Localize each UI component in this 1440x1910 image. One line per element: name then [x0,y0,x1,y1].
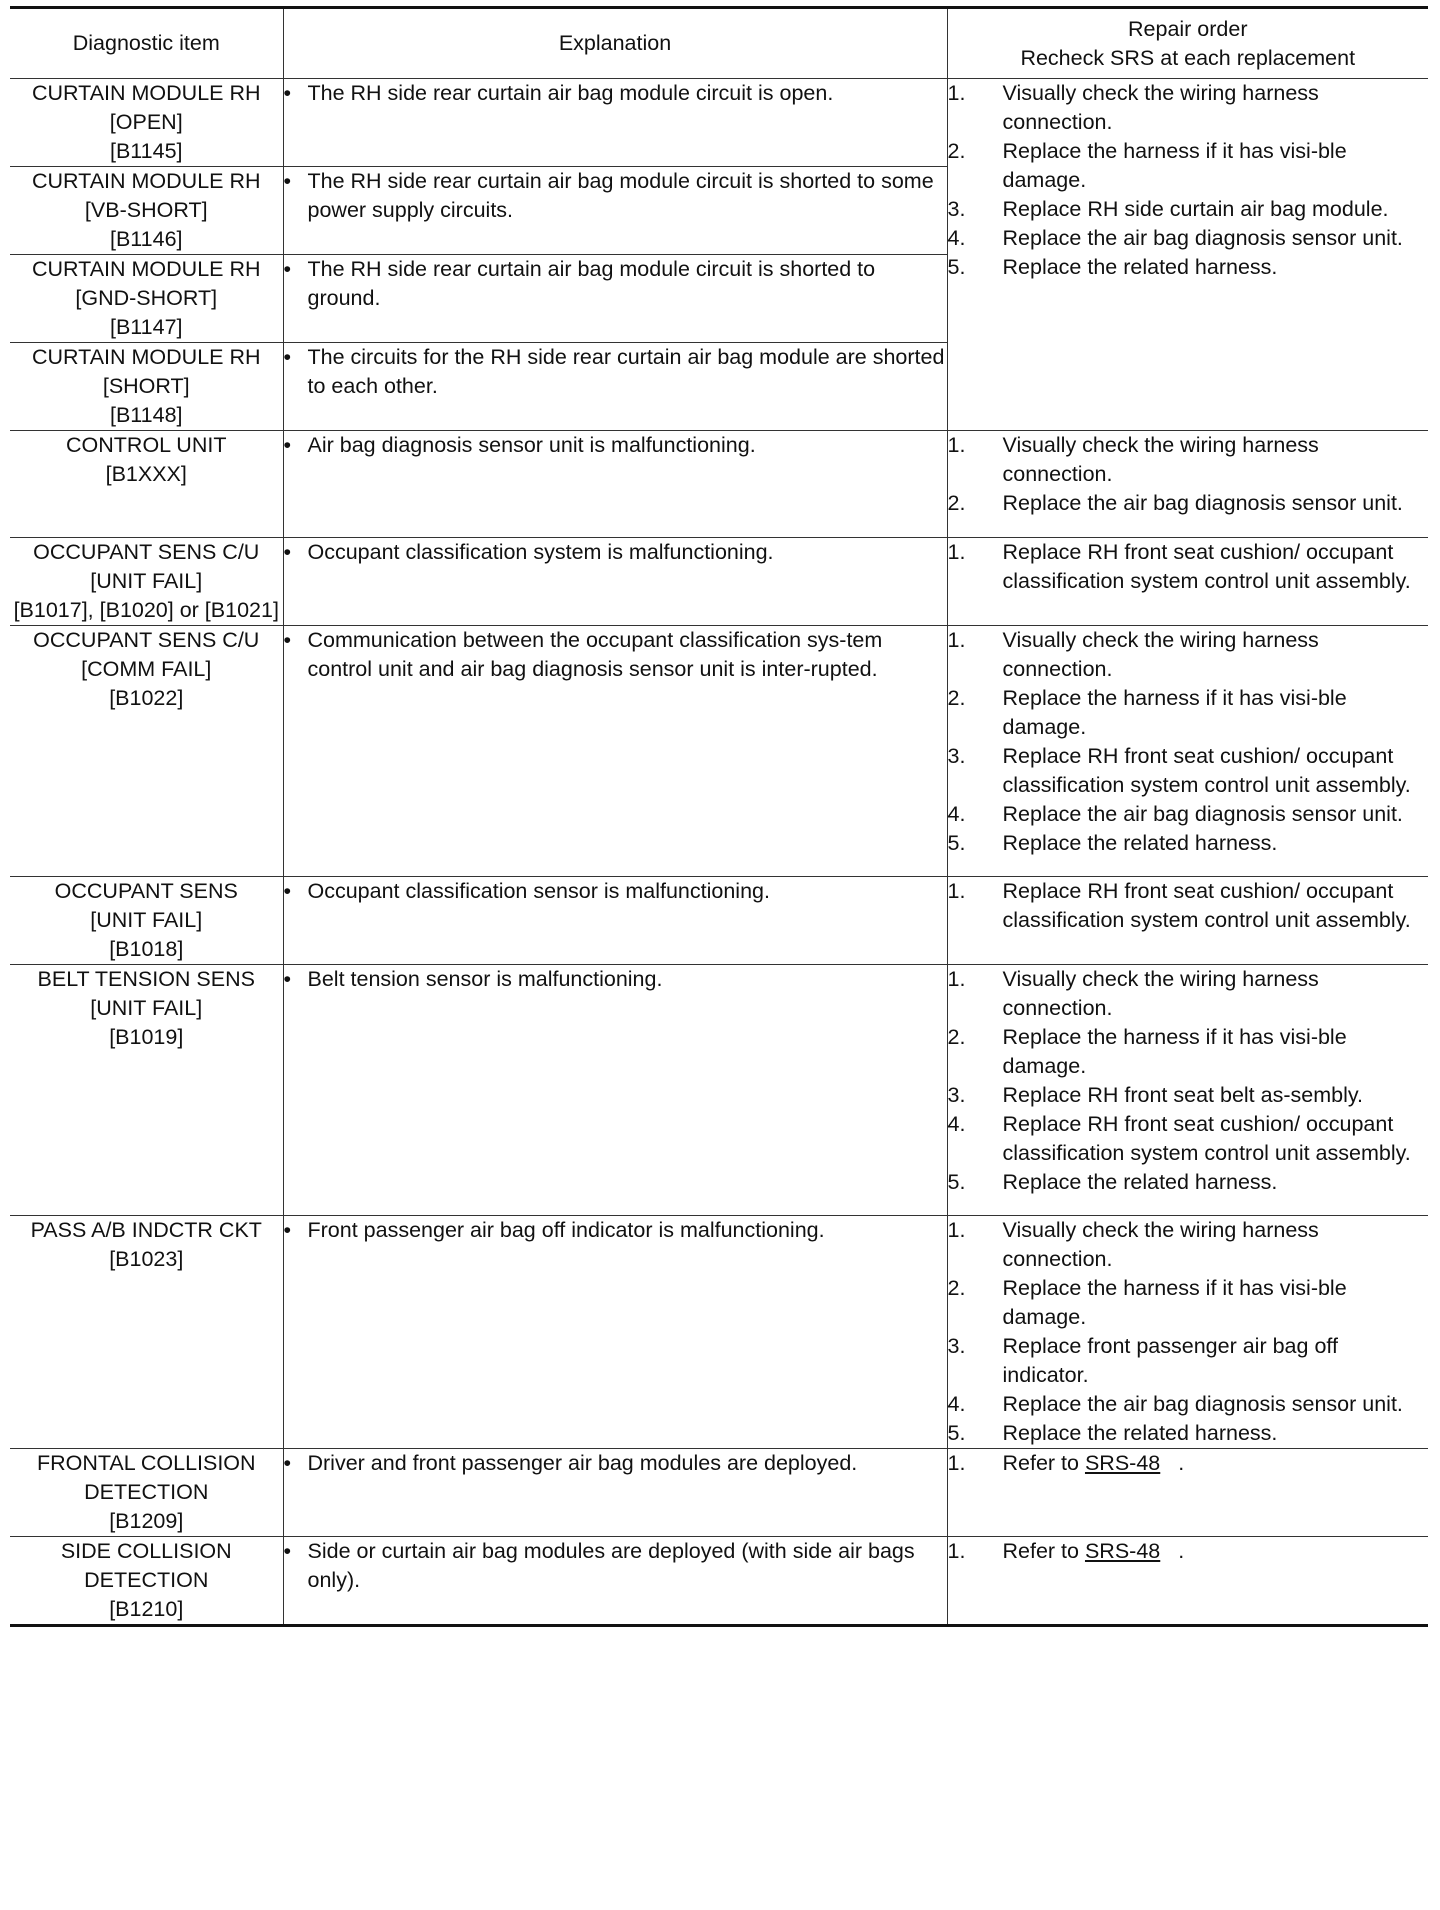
repair-order-cell [947,877,1428,965]
repair-step-text-wrap [1003,1537,1429,1566]
bullet-icon: • [283,879,292,903]
repair-step-number: 3. [947,744,966,768]
repair-step-text-wrap [1003,742,1429,800]
repair-step-text: Replace the harness if it has visi-ble damage. [1002,1025,1347,1078]
diagnostic-item-line: [B1018] [109,937,184,961]
diagnostic-item-line: OCCUPANT SENS C/U [33,540,260,564]
explanation-cell [283,965,947,1216]
repair-step-text: Replace RH front seat cushion/ occupant classification system control unit assembly. [1002,879,1411,932]
repair-step-number: 2. [947,686,966,710]
repair-step-text: Replace the air bag diagnosis sensor unit. [1002,802,1403,826]
diagnostic-item-line: CURTAIN MODULE RH [31,169,261,193]
diagnostic-item-line: DETECTION [84,1480,209,1504]
repair-step-number: 5. [947,1170,966,1194]
repair-step-text-wrap [1003,79,1429,137]
diagnostic-item-line: [SHORT] [102,374,190,398]
diagnostic-item-cell [10,1449,283,1537]
explanation-text: The RH side rear curtain air bag module circuit is shorted to some power supply circuits. [307,169,934,222]
diagnostic-item-line: BELT TENSION SENS [37,967,255,991]
repair-step [948,1537,1429,1566]
header-diagnostic-item: Diagnostic item [10,8,283,79]
repair-order-cell [947,1449,1428,1537]
explanation-text: The RH side rear curtain air bag module circuit is shorted to ground. [307,257,876,310]
repair-step [948,538,1429,596]
repair-step [948,684,1429,742]
bullet-icon: • [283,433,292,457]
diagnostic-item-line: [UNIT FAIL] [90,908,203,932]
repair-step [948,1110,1429,1168]
repair-step-text: Replace the air bag diagnosis sensor unit. [1002,226,1403,250]
diagnostic-item-line: [B1XXX] [105,462,187,486]
repair-step-number: 4. [947,226,966,250]
diagnostic-item-line: [B1145] [109,139,183,163]
explanation-cell [283,877,947,965]
explanation-cell [283,538,947,626]
diagnostic-item-cell [10,538,283,626]
bullet-icon: • [283,169,292,193]
bullet-icon: • [283,1451,292,1475]
explanation-cell [283,343,947,431]
repair-step-text: Replace the related harness. [1002,831,1278,855]
repair-step-number: 3. [947,197,966,221]
repair-step-text: Replace RH front seat cushion/ occupant classification system control unit assembly. [1002,540,1411,593]
repair-step-text: Replace the related harness. [1002,1421,1278,1445]
repair-step-text: Replace the related harness. [1002,1170,1278,1194]
repair-step-text: Replace the related harness. [1002,255,1278,279]
srs-reference-link[interactable]: SRS-48 [1084,1539,1161,1563]
explanation-bullet [284,877,947,906]
repair-order-cell [947,626,1428,877]
diagnostic-item-cell [10,167,283,255]
repair-step-text: Refer to [1002,1451,1079,1475]
repair-step-text-wrap [1003,1390,1429,1419]
repair-step-number: 5. [947,1421,966,1445]
repair-step-text-wrap [1003,1419,1429,1448]
repair-step-number: 2. [947,139,966,163]
diagnostic-item-line: CURTAIN MODULE RH [31,345,261,369]
diagnostic-item-line: CONTROL UNIT [66,433,227,457]
repair-step [948,965,1429,1023]
repair-step-text-wrap [1003,1216,1429,1274]
explanation-bullet [284,1537,947,1595]
diagnostic-item-line: PASS A/B INDCTR CKT [30,1218,262,1242]
explanation-cell [283,167,947,255]
diagnostic-item-cell [10,626,283,877]
repair-step-text: Visually check the wiring harness connection. [1002,967,1319,1020]
explanation-bullet [284,167,947,225]
diagnostic-item-line: SIDE COLLISION [60,1539,232,1563]
diagnostic-table [10,6,1428,1627]
explanation-text: Communication between the occupant classification sys-tem control unit and air bag diagnosis sensor unit is inter-rupted. [307,628,883,681]
diagnostic-item-line: [B1210] [109,1597,184,1621]
diagnostic-item-line: [VB-SHORT] [84,198,208,222]
repair-step-text-wrap [1003,1274,1429,1332]
diagnostic-item-line: [UNIT FAIL] [90,569,203,593]
bullet-icon: • [283,540,292,564]
repair-step-number: 1. [947,967,966,991]
link-trailing-period: . [1178,1539,1185,1563]
repair-step-number: 2. [947,1025,966,1049]
repair-step-text: Replace the air bag diagnosis sensor unit. [1002,491,1403,515]
bullet-icon: • [283,628,292,652]
diagnostic-item-cell [10,965,283,1216]
repair-step-text: Visually check the wiring harness connection. [1002,81,1319,134]
explanation-cell [283,626,947,877]
bullet-icon: • [283,1218,292,1242]
repair-step [948,1390,1429,1419]
repair-step-number: 2. [947,1276,966,1300]
diagnostic-item-cell [10,1537,283,1626]
repair-step-number: 4. [947,1392,966,1416]
explanation-bullet [284,431,947,460]
repair-step-number: 1. [947,1539,966,1563]
repair-step-text-wrap [1003,489,1429,518]
diagnostic-item-line: [B1146] [109,227,183,251]
repair-step [948,1449,1429,1478]
diagnostic-item-line: [B1148] [109,403,183,427]
diagnostic-item-cell [10,79,283,167]
repair-step-number: 3. [947,1083,966,1107]
table-row [10,79,1428,167]
explanation-cell [283,431,947,538]
repair-step-text-wrap [1003,431,1429,489]
bullet-icon: • [283,1539,292,1563]
explanation-bullet [284,965,947,994]
explanation-cell [283,79,947,167]
diagnostic-item-cell [10,1216,283,1449]
table-row [10,1216,1428,1449]
repair-step [948,1216,1429,1274]
repair-step-number: 5. [947,255,966,279]
repair-step [948,877,1429,935]
explanation-bullet [284,79,947,108]
repair-step [948,829,1429,858]
repair-step-text-wrap [1003,829,1429,858]
diagnostic-item-line: [GND-SHORT] [75,286,218,310]
repair-step-text: Replace RH side curtain air bag module. [1002,197,1389,221]
repair-step-text: Replace the air bag diagnosis sensor unit. [1002,1392,1403,1416]
diagnostic-item-line: [B1022] [109,686,184,710]
repair-step-text: Visually check the wiring harness connection. [1002,1218,1319,1271]
repair-step-text: Replace the harness if it has visi-ble damage. [1002,1276,1347,1329]
repair-step-text: Replace the harness if it has visi-ble damage. [1002,686,1347,739]
link-trailing-period: . [1178,1451,1185,1475]
repair-step [948,742,1429,800]
repair-step-text-wrap [1003,684,1429,742]
repair-step-number: 5. [947,831,966,855]
diagnostic-item-line: [UNIT FAIL] [90,996,203,1020]
repair-order-cell [947,79,1428,431]
explanation-text: Belt tension sensor is malfunctioning. [307,967,663,991]
repair-step-text-wrap [1003,1081,1429,1110]
repair-step-text-wrap [1003,224,1429,253]
bullet-icon: • [283,257,292,281]
explanation-bullet [284,1216,947,1245]
explanation-bullet [284,626,947,684]
bullet-icon: • [283,345,292,369]
repair-step-number: 1. [947,81,966,105]
diagnostic-item-line: OCCUPANT SENS C/U [33,628,260,652]
table-row [10,1449,1428,1537]
diagnostic-item-cell [10,255,283,343]
srs-reference-link[interactable]: SRS-48 [1084,1451,1161,1475]
diagnostic-item-line: [B1147] [109,315,183,339]
explanation-text: Driver and front passenger air bag modules are deployed. [307,1451,858,1475]
diagnostic-item-line: [B1019] [109,1025,184,1049]
repair-step [948,137,1429,195]
repair-step-number: 1. [947,879,966,903]
repair-step-text-wrap [1003,1110,1429,1168]
explanation-text: Occupant classification sensor is malfunctioning. [307,879,770,903]
repair-step-number: 3. [947,1334,966,1358]
repair-step-text-wrap [1003,626,1429,684]
explanation-cell [283,1216,947,1449]
repair-order-cell [947,431,1428,538]
explanation-text: Side or curtain air bag modules are deployed (with side air bags only). [307,1539,915,1592]
explanation-cell [283,1449,947,1537]
diagnostic-item-line: [OPEN] [109,110,183,134]
diagnostic-item-line: [COMM FAIL] [81,657,212,681]
diagnostic-item-line: CURTAIN MODULE RH [31,81,261,105]
repair-step-text-wrap [1003,800,1429,829]
repair-step-text: Replace RH front seat belt as-sembly. [1002,1083,1363,1107]
table-row [10,626,1428,877]
explanation-text: Occupant classification system is malfunctioning. [307,540,774,564]
repair-order-cell [947,965,1428,1216]
explanation-bullet [284,538,947,567]
repair-step-text-wrap [1003,195,1429,224]
repair-step [948,79,1429,137]
repair-order-cell [947,538,1428,626]
repair-step-number: 1. [947,433,966,457]
header-explanation: Explanation [283,8,947,79]
repair-step-number: 1. [947,628,966,652]
repair-order-cell [947,1216,1428,1449]
header-repair-order-title: Repair order [1128,16,1248,41]
repair-step [948,1332,1429,1390]
table-row [10,431,1428,538]
repair-step-text-wrap [1003,1168,1429,1197]
explanation-cell [283,1537,947,1626]
diagnostic-item-line: DETECTION [84,1568,209,1592]
repair-step [948,1419,1429,1448]
repair-step-text: Replace front passenger air bag off indicator. [1002,1334,1338,1387]
repair-step-text-wrap [1003,877,1429,935]
repair-step [948,626,1429,684]
repair-step-number: 4. [947,802,966,826]
repair-step-text-wrap [1003,253,1429,282]
diagnostic-item-line: [B1023] [109,1247,184,1271]
repair-step [948,224,1429,253]
repair-step-number: 1. [947,540,966,564]
repair-step [948,1023,1429,1081]
repair-step-number: 1. [947,1218,966,1242]
repair-step [948,431,1429,489]
bullet-icon: • [283,967,292,991]
table-row [10,538,1428,626]
explanation-text: The RH side rear curtain air bag module circuit is open. [307,81,834,105]
explanation-bullet [284,1449,947,1478]
repair-step-number: 1. [947,1451,966,1475]
repair-step-text: Refer to [1002,1539,1079,1563]
repair-step-number: 4. [947,1112,966,1136]
repair-step-text: Replace the harness if it has visi-ble damage. [1002,139,1347,192]
table-row [10,965,1428,1216]
diagnostic-item-cell [10,877,283,965]
repair-step-text-wrap [1003,137,1429,195]
explanation-text: Front passenger air bag off indicator is malfunctioning. [307,1218,825,1242]
repair-step-text-wrap [1003,1449,1429,1478]
repair-step [948,253,1429,282]
repair-step-number: 2. [947,491,966,515]
repair-step [948,800,1429,829]
table-header-row [10,8,1428,79]
explanation-cell [283,255,947,343]
explanation-text: The circuits for the RH side rear curtain air bag module are shorted to each other. [307,345,945,398]
diagnostic-item-line: FRONTAL COLLISION [36,1451,256,1475]
repair-step-text: Replace RH front seat cushion/ occupant classification system control unit assembly. [1002,744,1411,797]
repair-step-text: Replace RH front seat cushion/ occupant classification system control unit assembly. [1002,1112,1411,1165]
repair-step [948,489,1429,518]
diagnostic-item-line: CURTAIN MODULE RH [31,257,261,281]
repair-step [948,1168,1429,1197]
diagnostic-item-cell [10,343,283,431]
repair-step-text-wrap [1003,1023,1429,1081]
repair-step-text: Visually check the wiring harness connection. [1002,433,1319,486]
repair-order-cell [947,1537,1428,1626]
diagnostic-item-line: [B1017], [B1020] or [B1021] [13,598,279,622]
header-repair-order [947,8,1428,79]
explanation-bullet [284,343,947,401]
diagnostic-item-line: OCCUPANT SENS [54,879,238,903]
diagnostic-item-cell [10,431,283,538]
repair-step-text: Visually check the wiring harness connection. [1002,628,1319,681]
repair-step [948,1274,1429,1332]
header-repair-order-note: Recheck SRS at each replacement [1020,45,1356,70]
repair-step-text-wrap [1003,1332,1429,1390]
table-row [10,1537,1428,1626]
repair-step [948,195,1429,224]
table-body [10,79,1428,1626]
explanation-text: Air bag diagnosis sensor unit is malfunctioning. [307,433,756,457]
table-row [10,877,1428,965]
bullet-icon: • [283,81,292,105]
repair-step [948,1081,1429,1110]
repair-step-text-wrap [1003,965,1429,1023]
repair-step-text-wrap [1003,538,1429,596]
diagnostic-item-line: [B1209] [109,1509,184,1533]
explanation-bullet [284,255,947,313]
